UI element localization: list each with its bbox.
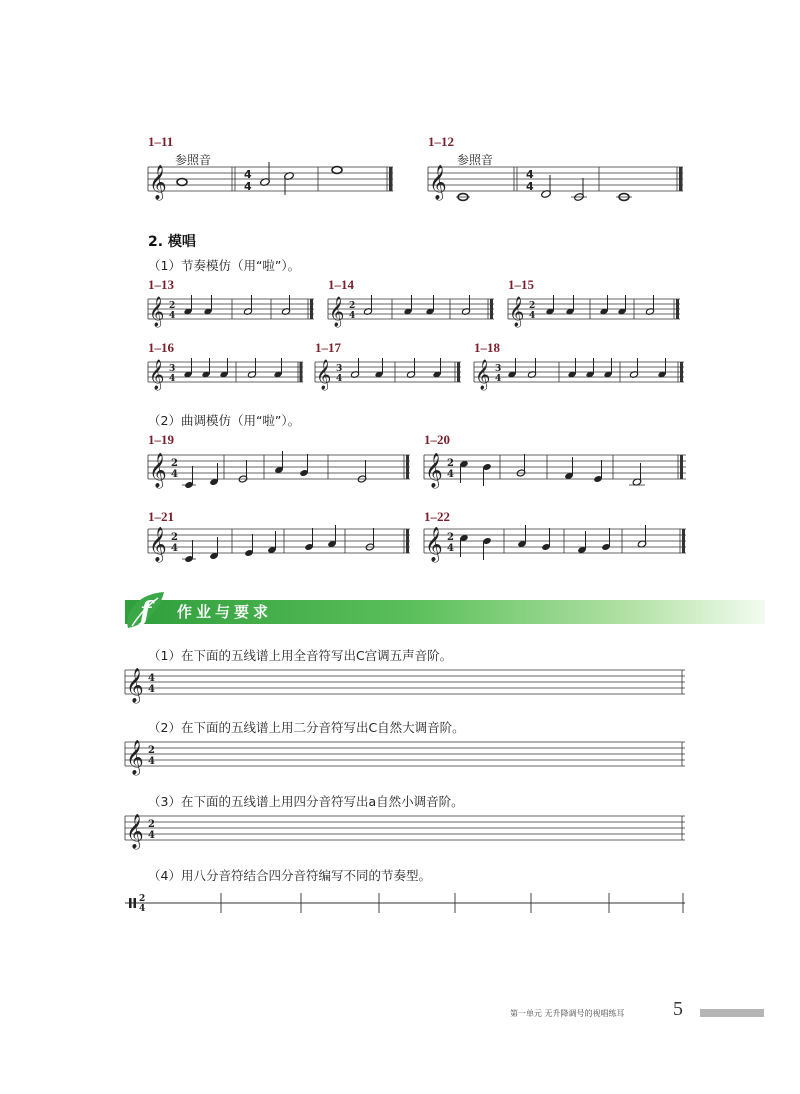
exercise-label-1-16: 1–16: [148, 340, 174, 355]
treble-clef-icon: 𝄞: [329, 297, 345, 327]
staff-1-16: [148, 359, 308, 389]
svg-text:4: 4: [336, 374, 343, 384]
homework-task-1: （1）在下面的五线谱上用全音符写出C宫调五声音阶。: [148, 648, 453, 663]
svg-text:2: 2: [148, 819, 155, 830]
staff-1-20: [424, 452, 689, 488]
instruction-melody: （2）曲调模仿（用“啦”）。: [148, 413, 301, 428]
staff-1-11: [148, 165, 398, 199]
treble-clef-icon: 𝄞: [149, 165, 167, 200]
exercise-label-1-19: 1–19: [148, 432, 174, 447]
svg-text:4: 4: [349, 311, 356, 321]
treble-clef-icon: 𝄞: [126, 740, 144, 775]
blank-staff-task-3[interactable]: [125, 813, 690, 847]
treble-clef-icon: 𝄞: [149, 360, 165, 390]
svg-text:3: 3: [169, 364, 176, 374]
exercise-label-1-17: 1–17: [315, 340, 341, 355]
svg-text:4: 4: [139, 904, 146, 914]
treble-clef-icon: 𝄞: [149, 297, 165, 327]
svg-text:4: 4: [244, 168, 252, 181]
svg-text:2: 2: [171, 532, 178, 543]
staff-1-12: [428, 165, 688, 205]
exercise-label-1-21: 1–21: [148, 509, 174, 524]
svg-text:2: 2: [349, 301, 356, 311]
staff-1-13: [148, 296, 318, 326]
staff-1-14: [328, 296, 498, 326]
treble-clef-icon: 𝄞: [149, 527, 167, 562]
blank-staff-task-1[interactable]: [125, 667, 690, 701]
treble-clef-icon: 𝄞: [475, 360, 491, 390]
svg-text:2: 2: [148, 745, 155, 756]
treble-clef-icon: 𝄞: [429, 165, 447, 200]
svg-text:4: 4: [447, 469, 454, 480]
treble-clef-icon: 𝄞: [425, 453, 443, 488]
svg-text:4: 4: [148, 684, 155, 695]
svg-text:4: 4: [169, 374, 176, 384]
blank-staff-task-2[interactable]: [125, 739, 690, 773]
staff-1-21: [148, 526, 413, 562]
page-number: 5: [673, 998, 683, 1020]
svg-text:3: 3: [336, 364, 343, 374]
rhythm-line-task-4[interactable]: [125, 891, 690, 917]
svg-text:2: 2: [169, 301, 176, 311]
exercise-label-1-11: 1–11: [148, 134, 174, 149]
svg-text:4: 4: [148, 756, 155, 767]
treble-clef-icon: 𝄞: [149, 453, 167, 488]
footer-unit-text: 第一单元 无升降调号的视唱练耳: [510, 1009, 625, 1018]
homework-title: 作业与要求: [177, 603, 273, 621]
footer-bar: [700, 1009, 764, 1017]
svg-text:4: 4: [148, 830, 155, 841]
section-title: 2. 模唱: [148, 234, 196, 250]
homework-task-2: （2）在下面的五线谱上用二分音符写出C自然大调音阶。: [148, 720, 465, 735]
treble-clef-icon: 𝄞: [126, 814, 144, 849]
exercise-label-1-20: 1–20: [424, 432, 450, 447]
svg-text:2: 2: [447, 458, 454, 469]
svg-text:2: 2: [529, 301, 536, 311]
treble-clef-icon: 𝄞: [509, 297, 525, 327]
svg-text:f: f: [140, 597, 152, 627]
treble-clef-icon: 𝄞: [126, 668, 144, 703]
svg-text:4: 4: [148, 673, 155, 684]
svg-text:4: 4: [495, 374, 502, 384]
svg-text:4: 4: [244, 180, 252, 193]
staff-1-17: [315, 359, 465, 389]
svg-text:4: 4: [529, 311, 536, 321]
svg-text:2: 2: [139, 894, 146, 904]
svg-text:2: 2: [171, 458, 178, 469]
staff-1-15: [508, 296, 683, 326]
staff-1-18: [474, 359, 689, 389]
leaf-f-icon: [120, 588, 172, 634]
svg-text:4: 4: [169, 311, 176, 321]
exercise-label-1-15: 1–15: [508, 277, 534, 292]
homework-task-3: （3）在下面的五线谱上用四分音符写出a自然小调音阶。: [148, 794, 464, 809]
treble-clef-icon: 𝄞: [425, 527, 443, 562]
staff-1-19: [148, 452, 413, 488]
exercise-label-1-14: 1–14: [328, 277, 354, 292]
exercise-label-1-13: 1–13: [148, 277, 174, 292]
reference-tone-label: 参照音: [457, 153, 494, 167]
svg-text:4: 4: [526, 180, 534, 193]
svg-text:2: 2: [447, 532, 454, 543]
exercise-label-1-18: 1–18: [474, 340, 500, 355]
svg-text:4: 4: [171, 543, 178, 554]
reference-tone-label: 参照音: [175, 153, 212, 167]
svg-text:3: 3: [495, 364, 502, 374]
svg-text:4: 4: [447, 543, 454, 554]
homework-task-4: （4）用八分音符结合四分音符编写不同的节奏型。: [148, 868, 431, 883]
instruction-rhythm: （1）节奏模仿（用“啦”）。: [148, 258, 301, 273]
staff-1-22: [424, 526, 689, 562]
svg-text:4: 4: [526, 168, 534, 181]
exercise-label-1-22: 1–22: [424, 509, 450, 524]
exercise-label-1-12: 1–12: [428, 134, 454, 149]
treble-clef-icon: 𝄞: [316, 360, 332, 390]
svg-text:4: 4: [171, 469, 178, 480]
